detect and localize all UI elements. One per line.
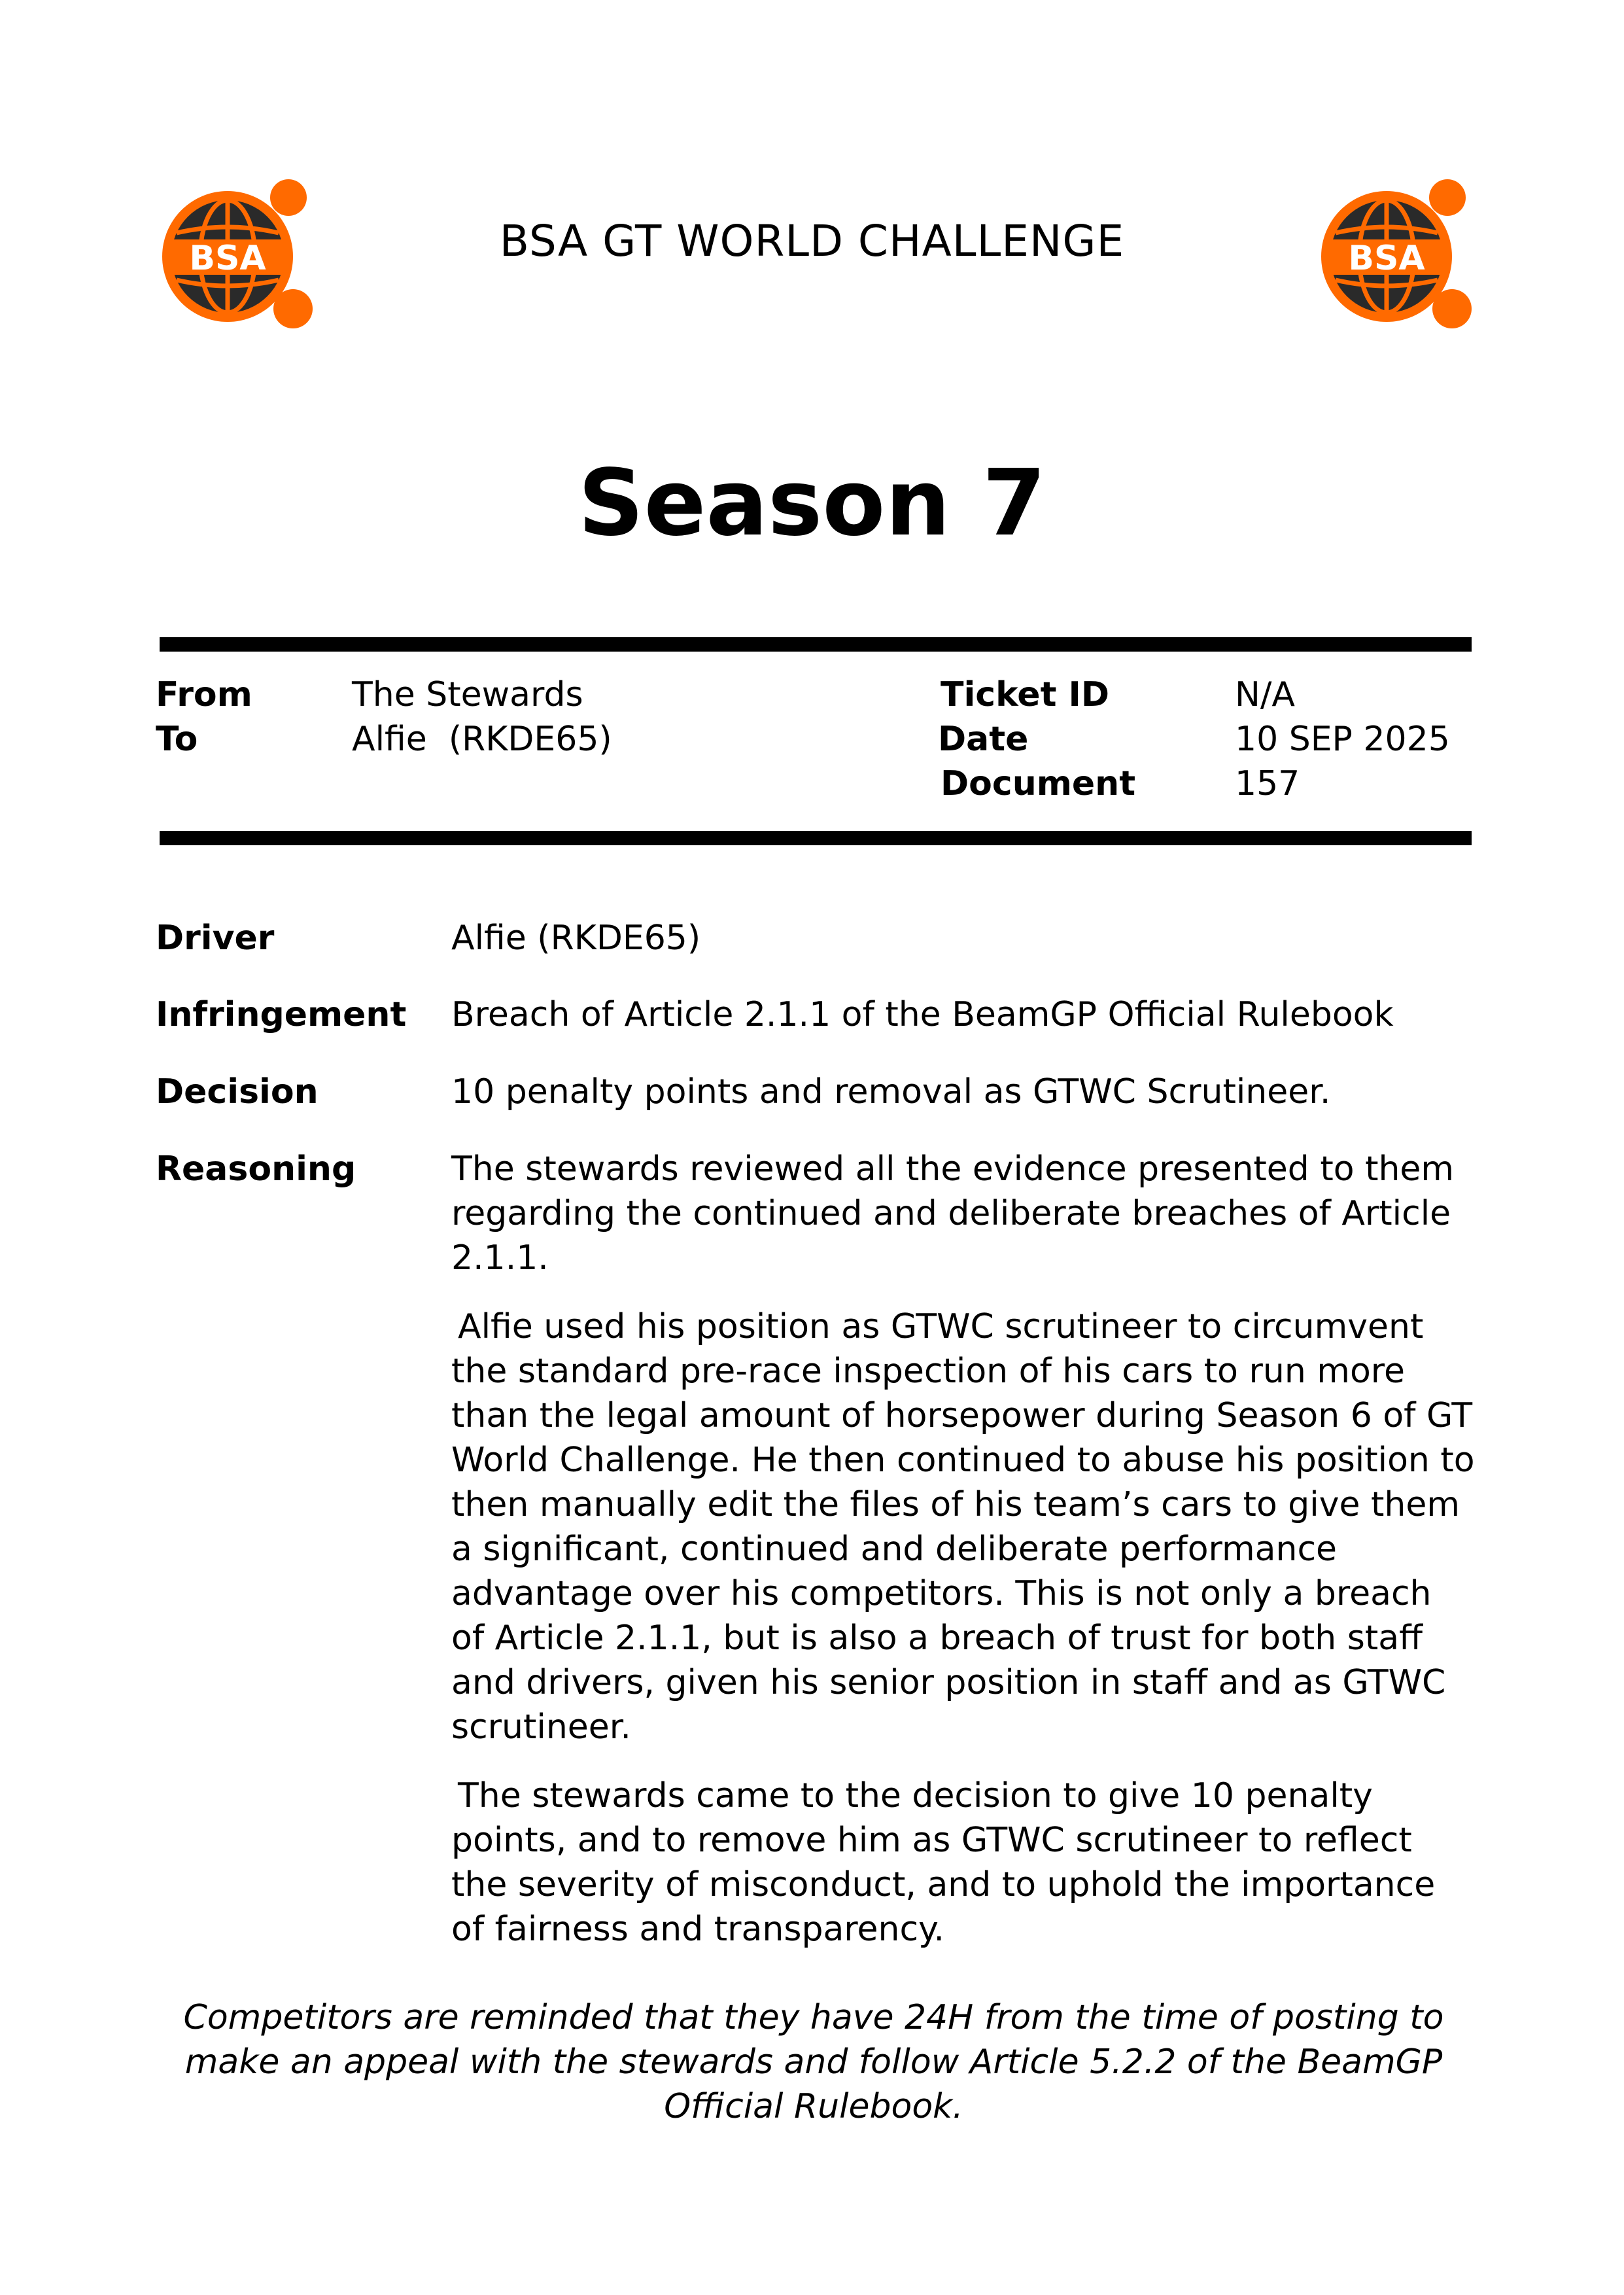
from-label: From <box>156 675 252 714</box>
document-label: Document <box>941 764 1136 803</box>
reasoning-text <box>451 1147 1475 1976</box>
header-rule-top <box>160 637 1472 652</box>
series-title: BSA GT WORLD CHALLENGE <box>499 216 1125 266</box>
ticket-id-value: N/A <box>1235 675 1295 714</box>
to-value: Alfie (RKDE65) <box>352 720 612 759</box>
season-title: Season 7 <box>578 450 1046 557</box>
ticket-id-label: Ticket ID <box>941 675 1110 714</box>
infringement-label: Infringement <box>156 995 407 1034</box>
reasoning-paragraph: The stewards reviewed all the evidence presented to them regarding the continued and deliberate breaches of Article 2.1.1. <box>451 1149 1455 1278</box>
decision-label: Decision <box>156 1072 319 1112</box>
logo-text: BSA <box>1348 239 1425 278</box>
document-value: 157 <box>1235 764 1300 803</box>
from-value: The Stewards <box>352 675 583 714</box>
date-value: 10 SEP 2025 <box>1235 720 1450 759</box>
reasoning-paragraph: The stewards came to the decision to give 10 penalty points, and to remove him as GTWC scrutineer to reflect the severity of misconduct, and to uphold the importance of fairness and transparency. <box>451 1776 1436 1949</box>
infringement-value: Breach of Article 2.1.1 of the BeamGP Official Rulebook <box>451 995 1394 1034</box>
logo-text: BSA <box>189 239 266 278</box>
header-rule-bottom <box>160 831 1472 845</box>
reasoning-paragraph: Alfie used his position as GTWC scrutineer to circumvent the standard pre-race inspection of his cars to run more than the legal amount of horsepower during Season 6 of GT World Challenge. He then continued to abuse his position to then manually edit the files of his team’s cars to give them a significant, continued and deliberate performance advantage over his competitors. This is not only a breach of Article 2.1.1, but is also a breach of trust for both staff and drivers, given his senior position in staff and as GTWC scrutineer. <box>451 1307 1475 1747</box>
driver-label: Driver <box>156 919 275 958</box>
decision-value: 10 penalty points and removal as GTWC Scrutineer. <box>451 1072 1331 1112</box>
to-label: To <box>156 720 198 759</box>
driver-value: Alfie (RKDE65) <box>451 919 701 958</box>
reasoning-label: Reasoning <box>156 1149 356 1189</box>
date-label: Date <box>938 720 1029 759</box>
appeal-notice: Competitors are reminded that they have 24H from the time of posting to make an appeal with the stewards and follow Article 5.2.2 of the BeamGP Official Rulebook. <box>183 1998 1444 2126</box>
